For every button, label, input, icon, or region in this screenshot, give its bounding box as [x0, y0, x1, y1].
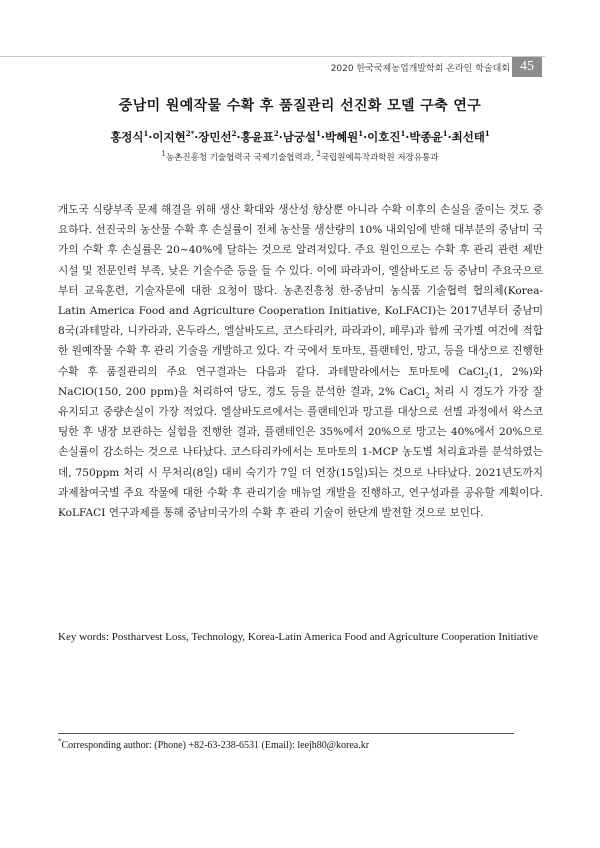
author-affiliation-mark: 2 — [231, 129, 237, 139]
author-name: 이호진 — [367, 130, 401, 144]
author-affiliation-mark: 2* — [185, 129, 195, 139]
affiliations — [0, 151, 600, 163]
author-name: 박혜원 — [324, 130, 359, 144]
author-name: 이지현 — [152, 130, 186, 144]
abstract-text-3: 처리 시 경도가 가장 잘 유지되고 중량손실이 가장 적었다. 엘살바도르에서는 플랜테인과 망고를 대상으로 선별 과정에서 왁스코팅한 후 냉장 보관하는 실험을 진행한 결과, 플랜테인은 35%에서 20%으로 망고는 40%에서 20%으로 손실률이 감소하는 것으로 나타났다. 코스타리카에서는 토마토의 1-MCP 농도별 처리효과를 분석하였는데, 750ppm 처리 시 무처리(8일) 대비 숙기가 7일 더 연장(15일)되는 것으로 나타났다. 2021년도까지 과제참여국별 주요 작물에 대한 수확 후 관리기술 매뉴얼 개발을 진행하고, 연구성과를 공유할 계획이다. KoLFACI 연구과제를 통해 중남미국가의 수확 후 관리 기술이 한단계 발전할 것으로 보인다. — [58, 385, 543, 520]
paper-title: 중남미 원예작물 수확 후 품질관리 선진화 모델 구축 연구 — [118, 98, 482, 114]
author-affiliation-mark: 1 — [143, 129, 149, 139]
author-affiliation-mark: 1 — [442, 129, 448, 139]
author-separator: · — [148, 130, 153, 144]
author-separator: · — [278, 130, 283, 144]
author-separator: · — [363, 130, 368, 144]
subscript: 2 — [425, 391, 430, 400]
author-name: 홍정식 — [110, 130, 144, 144]
author-affiliation-mark: 1 — [316, 129, 321, 139]
keywords: Key words: Postharvest Loss, Technology, Korea-Latin America Food and Agriculture Cooperation Initiative — [58, 631, 539, 643]
author-separator: · — [236, 130, 241, 144]
author-separator: · — [405, 130, 410, 144]
abstract — [58, 200, 543, 523]
affiliation-1: 농촌진흥청 기술협력국 국제기술협력과, — [165, 153, 314, 163]
author-separator: · — [194, 130, 199, 144]
conference-header: 2020 한국국제농업개발학회 온라인 학술대회 — [330, 64, 510, 74]
affiliation-2-mark: 2 — [316, 150, 321, 159]
author-list — [0, 129, 600, 145]
footnote-rule — [58, 733, 514, 734]
affiliation-1-mark: 1 — [161, 150, 166, 159]
author-separator: · — [320, 130, 325, 144]
author-affiliation-mark: 2 — [273, 129, 279, 139]
subscript: 2 — [484, 371, 489, 380]
author-affiliation-mark: 1 — [484, 129, 490, 139]
author-name: 홍윤표 — [240, 130, 274, 144]
author-name: 박종윤 — [409, 130, 443, 144]
header-rule — [0, 56, 545, 57]
author-name: 남궁설 — [282, 130, 317, 144]
author-name: 최선태 — [451, 130, 485, 144]
author-affiliation-mark: 1 — [400, 129, 406, 139]
abstract-text-1: 개도국 식량부족 문제 해결을 위해 생산 확대와 생산성 향상뿐 아니라 수확 이후의 손실을 줄이는 것도 중요하다. 선진국의 농산물 수확 후 손실률이 전체 농산물 생산량의 10% 내외임에 반해 대부분의 중남미 국가의 수확 후 손실률은 20~40%에 달하는 것으로 알려져있다. 주요 원인으로는 수확 후 관리 관련 제반 시설 및 전문인력 부족, 낮은 기술수준 등을 들 수 있다. 이에 파라과이, 엘살바도르 등 중남미 주요국으로부터 교육훈련, 기술자문에 대한 요청이 많다. 농촌진흥청 한-중남미 농식품 기술협력 협의체(Korea-Latin America Food and Agriculture Cooperation Initiative, KoLFACI)는 2017년부터 중남미 8국(과테말라, 니카라과, 온두라스, 엘살바도르, 코스타리카, 파라과이, 페루)과 함께 국가별 여건에 적합한 원예작물 수확 후 관리 기술을 개발하고 있다. 각 국에서 토마토, 플랜테인, 망고, 등을 대상으로 진행한 수확 후 품질관리의 주요 연구결과는 다음과 같다. 과테말라에서는 토마토에 CaCl — [58, 204, 543, 378]
author-separator: · — [447, 130, 452, 144]
footnote — [58, 737, 543, 751]
footnote-text: Corresponding author: (Phone) +82-63-238-6531 (Email): leejh80@korea.kr — [61, 740, 370, 751]
affiliation-2: 국립원예특작과학원 저장유통과 — [320, 153, 439, 163]
page-number: 45 — [512, 57, 542, 77]
abstract-paragraph — [58, 200, 543, 523]
abstract-text-2: (1, 2%)와 NaClO(150, 200 ppm)을 처리하여 당도, 경도 등을 분석한 결과, 2% CaCl — [58, 365, 544, 398]
author-affiliation-mark: 1 — [358, 129, 364, 139]
author-name: 장민선 — [198, 130, 232, 144]
footnote-mark: * — [58, 737, 62, 746]
